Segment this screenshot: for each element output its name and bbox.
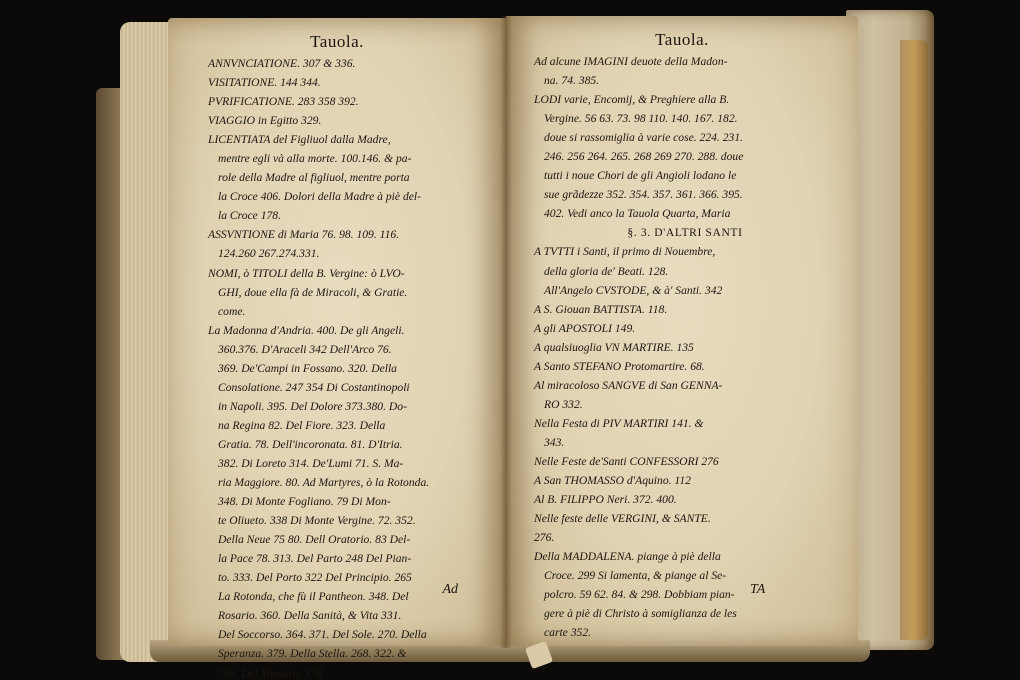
text-line: Al B. FILIPPO Neri. 372. 400.	[534, 493, 677, 507]
text-line: ria Maggiore. 80. Ad Martyres, ò la Rotonda.	[218, 476, 430, 490]
text-line: GHI, doue ella fà de Miracoli, & Gratie.	[218, 285, 408, 299]
text-line: Vergine. 56 63. 73. 98 110. 140. 167. 182.	[544, 112, 738, 126]
text-line: ANNVNCIATIONE. 307 & 336.	[208, 57, 356, 70]
text-line: ASSVNTIONE di Maria 76. 98. 109. 116.	[208, 228, 400, 242]
text-line: La Rotonda, che fù il Pantheon. 348. Del	[218, 590, 409, 604]
text-line: A qualsiuoglia VN MARTIRE. 135	[534, 340, 694, 354]
text-line: LICENTIATA del Figliuol dalla Madre,	[208, 133, 391, 147]
right-page-catchword: TA	[750, 582, 766, 597]
text-line: Rosario. 360. Della Sanità, & Vita 331.	[218, 609, 402, 623]
text-line: All'Angelo CVSTODE, & à' Santi. 342	[544, 283, 723, 297]
text-line: Consolatione. 247 354 Di Costantinopoli	[218, 380, 410, 394]
text-line: A Santo STEFANO Protomartire. 68.	[534, 359, 705, 373]
text-line: 369. De'Campi in Fossano. 320. Della	[218, 361, 397, 375]
text-line: Ad alcune IMAGINI deuote della Madon-	[534, 55, 728, 68]
text-line: RO 332.	[544, 397, 583, 411]
text-line: Speranza. 379. Della Stella. 268. 322. &	[218, 647, 407, 661]
left-page-header: Tauola.	[310, 32, 364, 51]
text-line: role della Madre al figliuol, mentre porta	[218, 171, 410, 185]
text-line: 382. Di Loreto 314. De'Lumi 71. S. Ma-	[218, 456, 404, 470]
text-line: Nella Festa di PIV MARTIRI 141. &	[534, 416, 704, 430]
text-line: 348. Di Monte Fogliano. 79 Di Mon-	[218, 495, 391, 509]
text-line: mentre egli và alla morte. 100.146. & pa-	[218, 152, 412, 166]
text-line: Al miracoloso SANGVE di San GENNA-	[534, 378, 723, 392]
text-line: Nelle Feste de'Santi CONFESSORI 276	[534, 454, 719, 468]
text-line: na. 74. 385.	[544, 74, 600, 88]
text-line: 383. Del Thesoro. 378.	[218, 666, 325, 680]
right-page	[506, 16, 858, 646]
left-page	[168, 18, 506, 680]
text-line: 402. Vedi anco la Tauola Quarta, Maria	[544, 207, 731, 221]
text-line: 124.260 267.274.331.	[218, 247, 320, 261]
text-line: 276.	[534, 531, 555, 545]
text-line: in Napoli. 395. Del Dolore 373.380. Do-	[218, 399, 407, 413]
text-line: A gli APOSTOLI 149.	[534, 321, 636, 335]
text-line: Gratia. 78. Dell'incoronata. 81. D'Itria.	[218, 437, 403, 451]
text-line: 360.376. D'Araceli 342 Dell'Arco 76.	[218, 342, 392, 356]
text-line: §. 3. D'ALTRI SANTI	[627, 226, 743, 240]
text-line: VISITATIONE. 144 344.	[208, 76, 321, 90]
text-line: carte 352.	[544, 626, 592, 640]
text-line: della gloria de' Beati. 128.	[544, 264, 669, 278]
text-line: la Croce 178.	[218, 209, 282, 223]
text-line: la Pace 78. 313. Del Parto 248 Del Pian-	[218, 552, 412, 566]
text-line: A S. Giouan BATTISTA. 118.	[534, 302, 668, 316]
book-cover-edge	[900, 40, 928, 640]
right-page-header: Tauola.	[655, 30, 709, 49]
text-line: te Oliueto. 338 Di Monte Vergine. 72. 352.	[218, 514, 416, 528]
text-line: PVRIFICATIONE. 283 358 392.	[208, 95, 359, 109]
text-line: tutti i noue Chori de gli Angioli lodano le	[544, 169, 737, 183]
text-line: gere à piè di Christo à somiglianza de les	[544, 607, 737, 621]
text-line: A San THOMASSO d'Aquino. 112	[534, 474, 691, 488]
text-line: VIAGGIO in Egitto 329.	[208, 114, 322, 128]
text-line: sue grãdezze 352. 354. 357. 361. 366. 395.	[544, 188, 743, 202]
text-line: Della Neue 75 80. Dell Oratorio. 83 Del-	[218, 533, 411, 547]
text-line: A TVTTI i Santi, il primo di Nouembre,	[534, 245, 716, 259]
text-line: polcro. 59 62. 84. & 298. Dobbiam pian-	[544, 588, 735, 602]
text-line: come.	[218, 304, 246, 318]
text-line: La Madonna d'Andria. 400. De gli Angeli.	[208, 323, 405, 337]
text-line: 246. 256 264. 265. 268 269 270. 288. doue	[544, 150, 744, 164]
text-line: LODI varie, Encomij, & Preghiere alla B.	[534, 93, 730, 107]
book-gutter	[500, 16, 512, 648]
left-page-catchword: Ad	[442, 582, 458, 597]
text-line: 343.	[544, 435, 565, 449]
text-line: NOMI, ò TITOLI della B. Vergine: ò LVO-	[208, 266, 405, 280]
text-line: Croce. 299 Si lamenta, & piange al Se-	[544, 569, 727, 583]
right-page-text	[534, 52, 836, 642]
text-line: to. 333. Del Porto 322 Del Principio. 265	[218, 571, 412, 585]
text-line: Del Soccorso. 364. 371. Del Sole. 270. Della	[218, 628, 427, 642]
text-line: Della MADDALENA. piange à piè della	[534, 550, 721, 564]
text-line: Nelle feste delle VERGINI, & SANTE.	[534, 512, 711, 526]
text-line: la Croce 406. Dolori della Madre à piè del-	[218, 190, 421, 204]
text-line: doue si rassomiglia à varie cose. 224. 231.	[544, 131, 744, 145]
text-line: na Regina 82. Del Fiore. 323. Della	[218, 418, 386, 432]
